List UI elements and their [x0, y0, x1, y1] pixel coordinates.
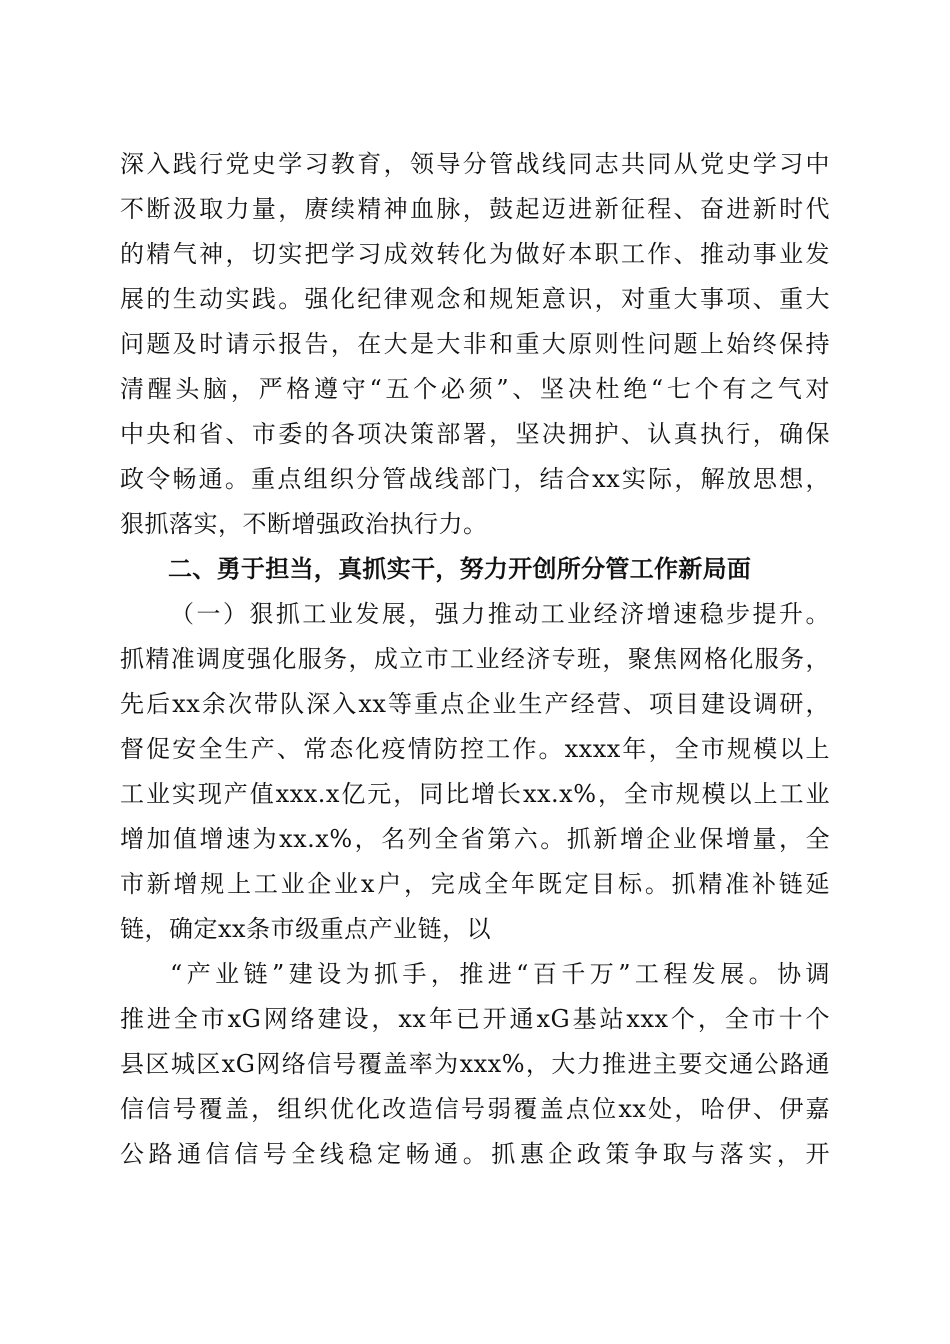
- body-text-line: 抓精准调度强化服务，成立市工业经济专班，聚焦网格化服务，: [120, 645, 830, 673]
- body-text-line: 的精气神，切实把学习成效转化为做好本职工作、推动事业发: [120, 240, 830, 268]
- body-text-line: 先后xx余次带队深入xx等重点企业生产经营、项目建设调研，: [120, 690, 830, 718]
- body-text-line: 问题及时请示报告，在大是大非和重大原则性问题上始终保持: [120, 330, 830, 358]
- body-text-line: 公路通信信号全线稳定畅通。抓惠企政策争取与落实，开: [120, 1140, 830, 1168]
- body-text-line: 工业实现产值xxx.x亿元，同比增长xx.x%，全市规模以上工业: [120, 780, 830, 808]
- body-text-line: 清醒头脑，严格遵守“五个必须”、坚决杜绝“七个有之气对: [120, 375, 830, 403]
- body-text-line: 不断汲取力量，赓续精神血脉，鼓起迈进新征程、奋进新时代: [120, 195, 830, 223]
- body-text-line: 信信号覆盖，组织优化改造信号弱覆盖点位xx处，哈伊、伊嘉: [120, 1095, 830, 1123]
- section-heading: 二、勇于担当，真抓实干，努力开创所分管工作新局面: [168, 555, 752, 583]
- body-text-line: 市新增规上工业企业x户，完成全年既定目标。抓精准补链延: [120, 870, 830, 898]
- body-text-line: 展的生动实践。强化纪律观念和规矩意识，对重大事项、重大: [120, 285, 830, 313]
- body-text-line: “产业链”建设为抓手，推进“百千万”工程发展。协调: [170, 960, 830, 988]
- body-text-line: 推进全市xG网络建设，xx年已开通xG基站xxx个，全市十个: [120, 1005, 830, 1033]
- body-text-line: 中央和省、市委的各项决策部署，坚决拥护、认真执行，确保: [120, 420, 830, 448]
- body-text-line: 督促安全生产、常态化疫情防控工作。xxxx年，全市规模以上: [120, 735, 830, 763]
- subsection-heading-line: （一）狠抓工业发展，强力推动工业经济增速稳步提升。: [170, 600, 830, 628]
- body-text-line: 政令畅通。重点组织分管战线部门，结合xx实际，解放思想，: [120, 465, 830, 493]
- body-text-line: 县区城区xG网络信号覆盖率为xxx%，大力推进主要交通公路通: [120, 1050, 830, 1078]
- body-text-line: 增加值增速为xx.x%，名列全省第六。抓新增企业保增量，全: [120, 825, 830, 853]
- body-text-line: 链，确定xx条市级重点产业链，以: [120, 915, 492, 943]
- body-text-line: 深入践行党史学习教育，领导分管战线同志共同从党史学习中: [120, 150, 830, 178]
- body-text-line: 狠抓落实，不断增强政治执行力。: [120, 510, 488, 538]
